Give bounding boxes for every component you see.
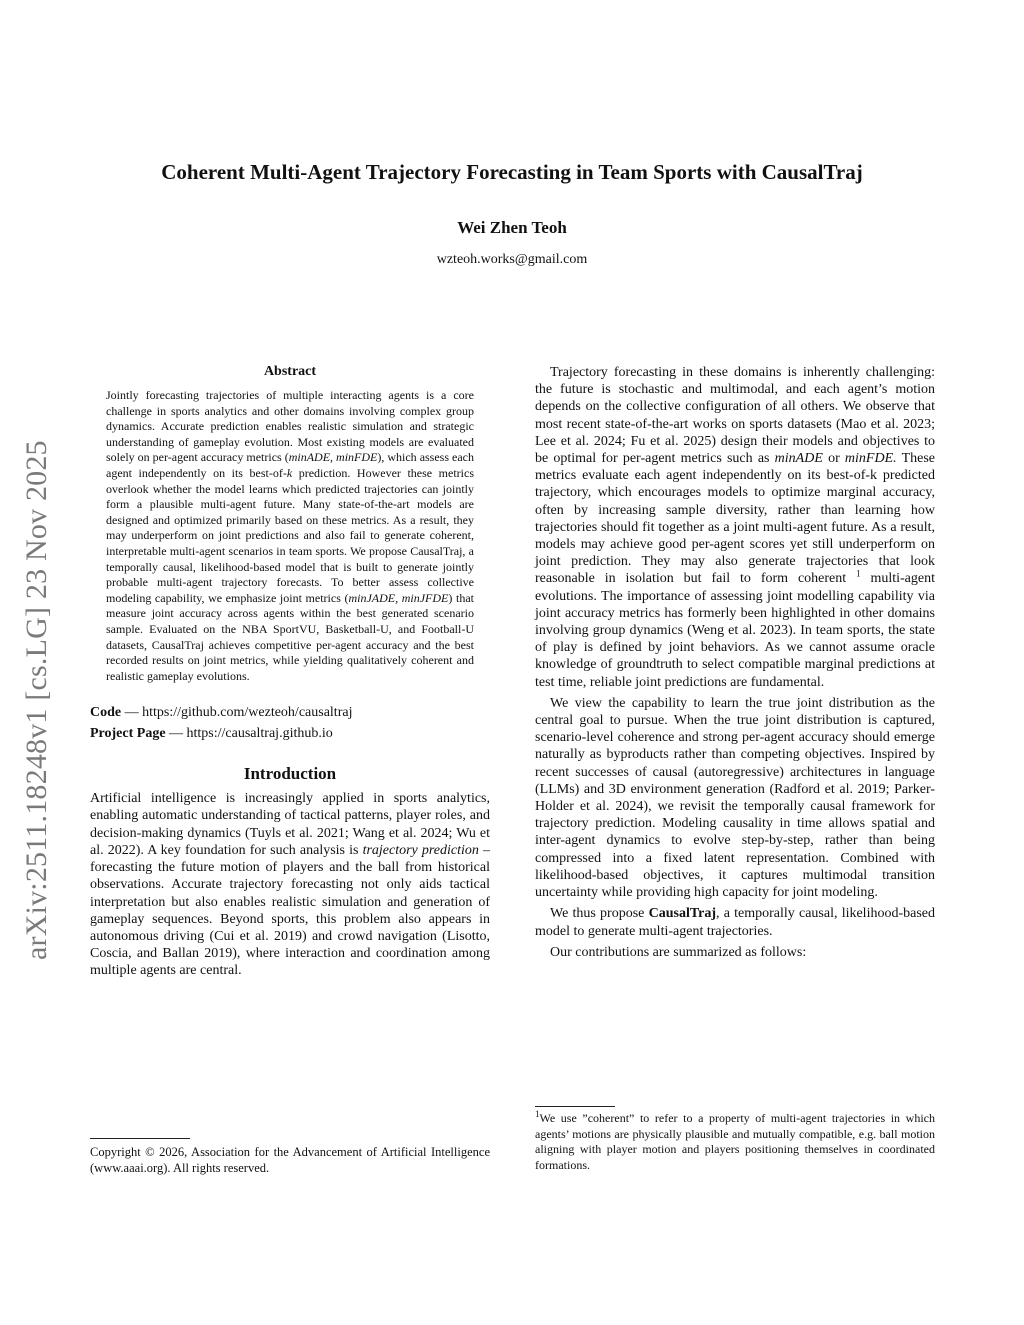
abstract-text <box>106 388 474 684</box>
author-email: wzteoh.works@gmail.com <box>436 252 588 267</box>
project-link-line <box>90 723 490 744</box>
intro-emphasis: trajectory prediction <box>362 842 479 858</box>
footnote-rule <box>535 1106 615 1107</box>
model-name: CausalTraj <box>648 906 717 922</box>
footnote-marker[interactable]: 1 <box>856 568 861 579</box>
body-paragraph: Our contributions are summarized as follows: <box>550 944 807 960</box>
project-link[interactable]: https://causaltraj.github.io <box>186 726 333 742</box>
body-paragraph <box>535 905 935 939</box>
project-label: Project Page <box>90 726 166 742</box>
abstract-text-part: prediction. However these metrics overlook whether the model learns which predicted trajectories can jointly form a plausible multi-agent future. Many state-of-the-art models are designed and optimized primarily based on these metrics. As a result, they may underperform on joint predictions and also fail to generate coherent, interpretable multi-agent scenarios in team sports. We propose CausalTraj, a temporally causal, likelihood-based model that is built to generate jointly probable multi-agent trajectory forecasts. To better assess collective modeling capability, we emphasize joint metrics ( <box>106 465 474 605</box>
code-link[interactable]: https://github.com/wezteoh/causaltraj <box>142 705 353 721</box>
body-emphasis: minADE <box>774 451 823 467</box>
code-link-line <box>90 702 490 723</box>
author-name: Wei Zhen Teoh <box>457 218 567 237</box>
arxiv-identifier <box>12 370 62 960</box>
footnote-text <box>535 1111 935 1173</box>
intro-text-part: Artificial intelligence is increasingly applied in sports analytics, enabling automatic understanding of tactical patterns, player roles, and decision-making dynamics (Tuyls et al. 2021; Wang et al. 2024; Wu et al. 2022). A key foundation for such analysis is <box>90 791 490 858</box>
resource-links <box>90 702 490 744</box>
abstract-section <box>90 362 490 684</box>
project-separator: — <box>165 726 187 742</box>
body-paragraph: We view the capability to learn the true joint distribution as the central goal to pursue. When the true joint distribution is captured, scenario-level coherence and strong per-agent accuracy should emerge naturally as byproducts rather than competing objectives. Inspired by recent successes of causal (autoregressive) architectures in language (LLMs) and 3D environment generation (Radford et al. 2019; Parker-Holder et al. 2024), we revisit the temporally causal framework for trajectory prediction. Modeling causality in time allows spatial and inter-agent dynamics to evolve step-by-step, rather than being compressed into a fixed latent representation. Combined with likelihood-based objectives, it captures multimodal transition uncertainty while providing high capacity for joint modeling. <box>535 695 935 901</box>
copyright-notice <box>90 1138 490 1176</box>
body-text-part: multi-agent evolutions. The importance of assessing joint modelling capability via joint accuracy metrics has formerly been highlighted in other domains involving group dynamics (Weng et al. 2023). In team sports, the state of play is defined by joint behaviors. As we cannot assume oracle knowledge of groundtruth to select compatible marginal predictions at test time, reliable joint predictions are fundamental. <box>535 571 935 690</box>
footnote-number: 1 <box>535 1109 540 1119</box>
abstract-text-part: Jointly forecasting trajectories of multiple interacting agents is a core challenge in sports analytics and other domains involving complex group dynamics. Accurate prediction enables realistic simulation and strategic understanding of gameplay evolution. Most existing models are evaluated solely on per-agent accuracy metrics ( <box>106 388 474 465</box>
footnote-body: We use ”coherent” to refer to a property of multi-agent trajectories in which agents’ motions are physically plausible and mutually compatible, e.g. ball motion aligning with player motion and players positioning themselves in coordinated formations. <box>535 1111 935 1172</box>
abstract-text-part: ) that measure joint accuracy across agents within the best generated scenario sample. Evaluated on the NBA SportVU, Basketball-U, and Football-U datasets, CausalTraj achieves competitive per-agent accuracy and the best recorded results on joint metrics, while yielding qualitatively coherent and realistic gameplay evolutions. <box>106 590 474 683</box>
body-paragraph <box>535 364 935 691</box>
body-text-part: or <box>822 451 845 467</box>
body-text-part: We thus propose <box>550 906 649 922</box>
arxiv-identifier-text: arXiv:2511.18248v1 [cs.LG] 23 Nov 2025 <box>20 440 53 960</box>
abstract-emphasis: minADE, minFDE <box>288 450 378 465</box>
footnote <box>535 1106 935 1173</box>
right-column <box>535 364 935 961</box>
body-text-part: These metrics evaluate each agent independently on its best-of-k predicted trajectory, which encourages models to optimize marginal accuracy, often by increasing sample diversity, rather than learning how trajectories should fit together as a joint multi-agent future. As a result, models may achieve good per-agent scores yet still underperform on joint prediction. They may also generate trajectories that look reasonable in isolation but fail to form coherent <box>535 451 935 587</box>
abstract-emphasis: k <box>286 465 293 480</box>
left-column <box>90 362 490 980</box>
intro-text-part: – forecasting the future motion of players and the ball from historical observations. Accurate trajectory forecasting not only aids tactical interpretation but also enables realistic simulation and generation of gameplay sequences. Beyond sports, this problem also appears in autonomous driving (Cui et al. 2019) and crowd navigation (Lisotto, Coscia, and Ballan 2019), where interaction and coordination among multiple agents are central. <box>90 842 491 979</box>
introduction-heading: Introduction <box>243 764 337 784</box>
abstract-emphasis: minJADE, minJFDE <box>348 590 449 605</box>
copyright-text: Copyright © 2026, Association for the Advancement of Artificial Intelligence (www.aaai.org). All rights reserved. <box>90 1145 490 1175</box>
code-label: Code <box>90 705 122 721</box>
body-emphasis: minFDE. <box>844 451 897 467</box>
body-text-part: , a temporally causal, likelihood-based model to generate multi-agent trajectories. <box>535 906 935 939</box>
code-separator: — <box>121 705 143 721</box>
introduction-section <box>90 764 490 979</box>
abstract-text-part: ), which assess each agent independently on its best-of- <box>106 450 475 480</box>
paper-title: Coherent Multi-Agent Trajectory Forecasting in Team Sports with CausalTraj <box>161 160 863 184</box>
copyright-rule <box>90 1138 190 1139</box>
body-text-part: Trajectory forecasting in these domains is inherently challenging: the future is stochastic and multimodal, and each agent’s motion depends on the collective configuration of all others. We observe that most recent state-of-the-art works on sports datasets (Mao et al. 2023; Lee et al. 2024; Fu et al. 2025) design their models and objectives to be optimal for per-agent metrics such as <box>535 365 935 467</box>
abstract-heading: Abstract <box>263 364 317 379</box>
introduction-paragraph <box>90 790 490 979</box>
